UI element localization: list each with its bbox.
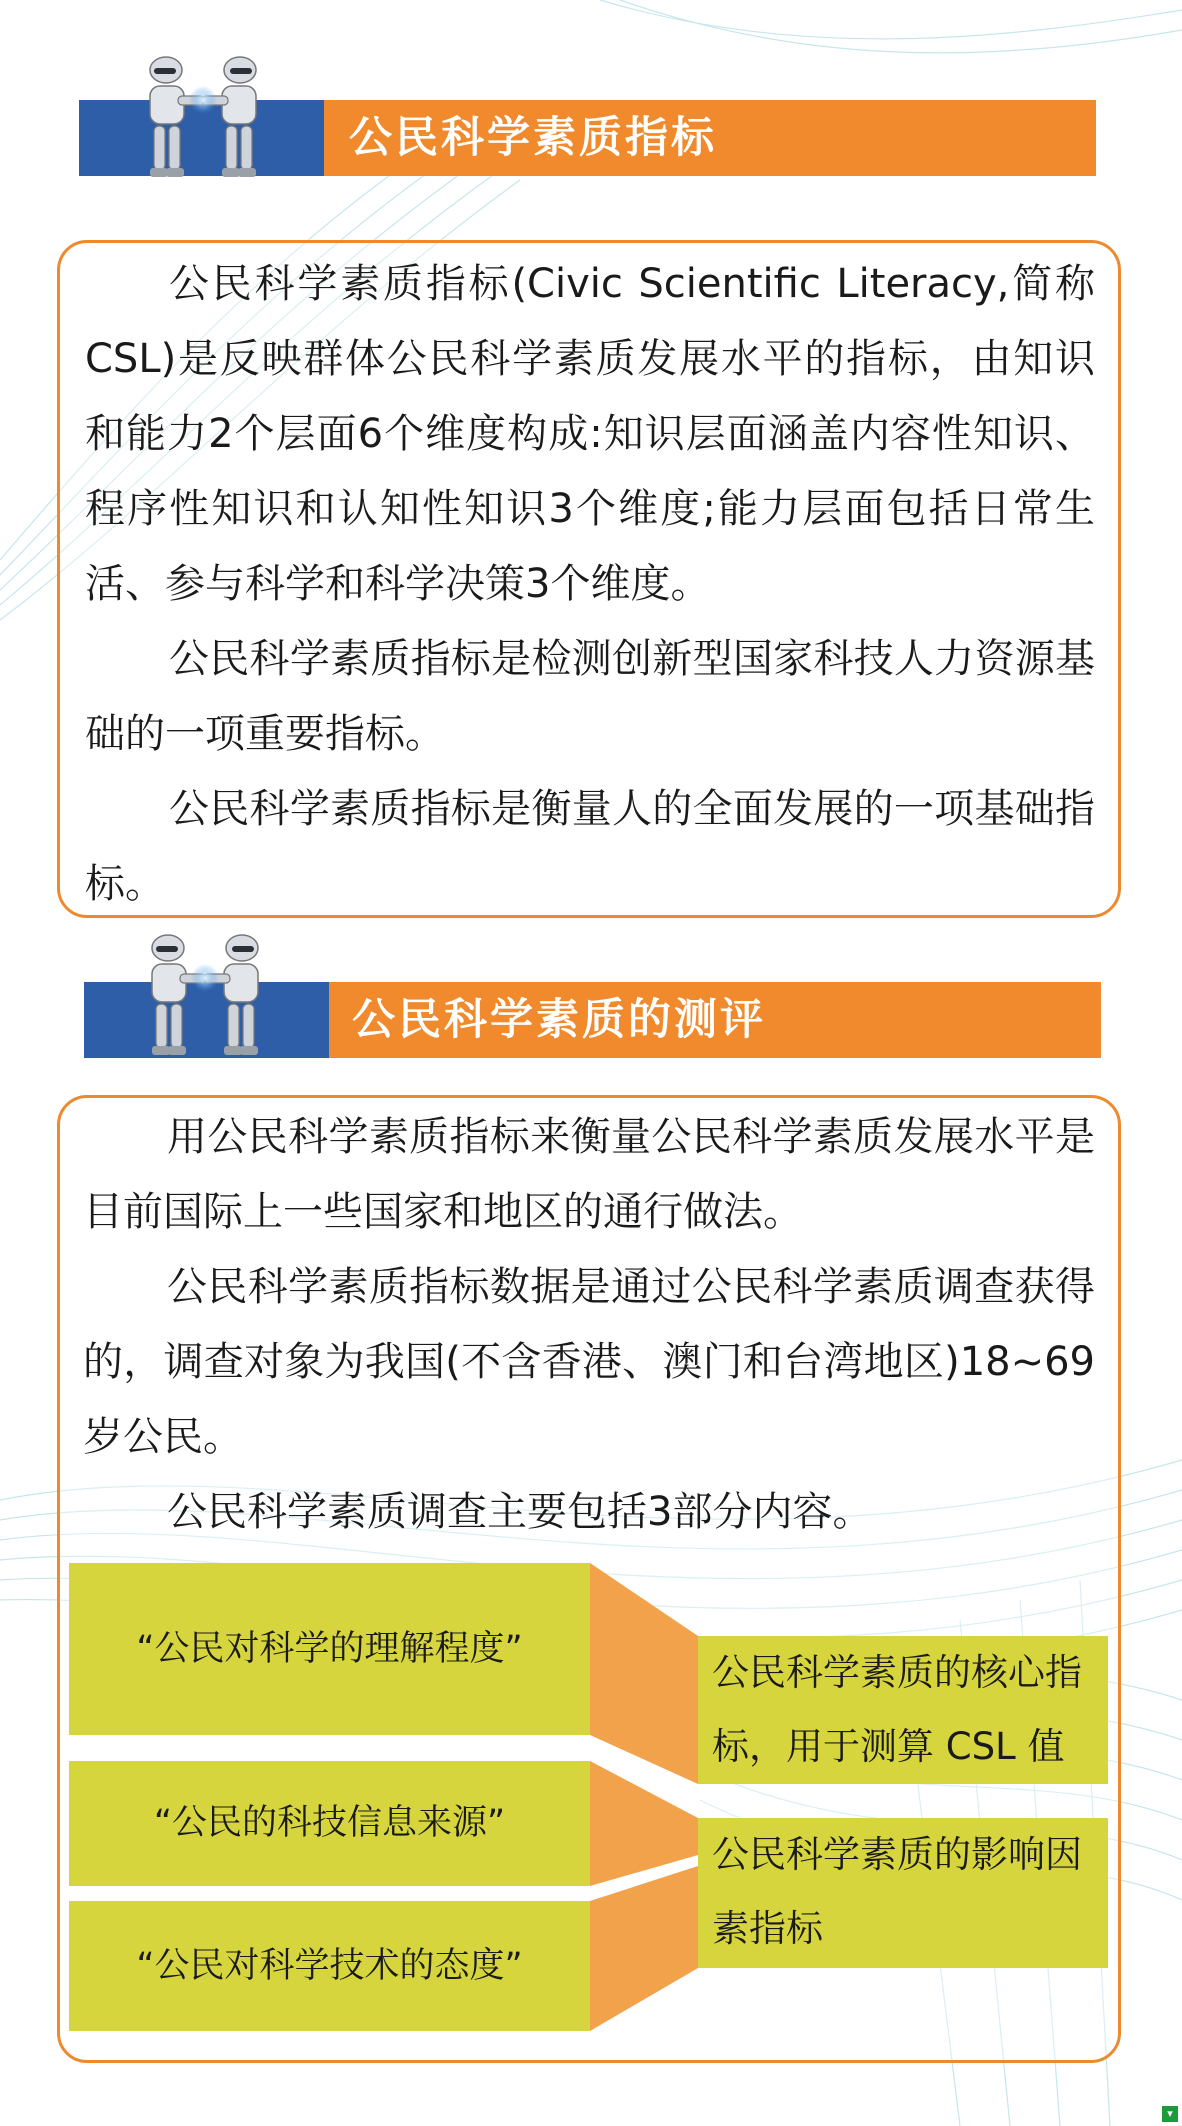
diagram-left-box-3 — [69, 1901, 590, 2031]
diagram-left-label-3: “公民对科学技术的态度” — [136, 1946, 523, 1986]
text-line: 用公民科学素质指标来衡量公民科学素质发展水平 — [167, 1114, 1055, 1160]
connector-top — [590, 1563, 698, 1784]
text-line: 公民科学素质调查主要包括3部分内容。 — [167, 1489, 873, 1535]
diagram-right-line: 公民科学素质的核心指 — [712, 1651, 1082, 1694]
text-line: 公民科学素质指标数据是通过公民科学素质调查获 — [167, 1264, 1055, 1310]
text-line: 得的，调查对象为我国(不含香港、澳门和台湾地区) — [83, 1264, 1095, 1385]
text-line: 公民科学素质指标(Civic Scientific Literacy,简称 — [169, 261, 1095, 307]
diagram-left-label-1: “公民对科学的理解程度” — [136, 1629, 523, 1669]
watermark-icon: ▾ — [1162, 2106, 1178, 2122]
diagram-right-line: 标，用于测算 CSL 值 — [712, 1725, 1065, 1768]
text-line: CSL)是反映群体公民科学素质发展水平的指标，由知识 — [85, 336, 1095, 382]
text-line: 常生活、参与科学和科学决策3个维度。 — [85, 486, 1096, 607]
text-line: 基础的一项重要指标。 — [85, 636, 1095, 757]
text-line: 18~69岁公民。 — [83, 1339, 1095, 1460]
section1-title: 公民科学素质指标 — [349, 113, 717, 163]
diagram-left-box-1 — [69, 1563, 590, 1735]
section2-title: 公民科学素质的测评 — [352, 995, 766, 1045]
diagram-left-label-2: “公民的科技信息来源” — [153, 1803, 506, 1843]
text-line: 识、程序性知识和认知性知识3个维度;能力层面包括日 — [85, 411, 1096, 532]
text-line: 是目前国际上一些国家和地区的通行做法。 — [83, 1114, 1095, 1235]
text-line: 和能力2个层面6个维度构成:知识层面涵盖内容性知 — [85, 411, 1014, 457]
connector-middle — [590, 1761, 698, 1886]
diagram-right-box-1 — [698, 1636, 1108, 1784]
diagram-right-line: 公民科学素质的影响因 — [712, 1833, 1082, 1876]
text-line: 公民科学素质指标是衡量人的全面发展的一项基础 — [169, 786, 1055, 832]
diagram-right-line: 素指标 — [712, 1907, 823, 1950]
text-line: 指标。 — [85, 786, 1095, 907]
diagram-right-box-2 — [698, 1818, 1108, 1968]
diagram-left-box-2 — [69, 1761, 590, 1886]
connector-bottom — [590, 1866, 698, 2031]
text-line: 公民科学素质指标是检测创新型国家科技人力资源 — [169, 636, 1055, 682]
